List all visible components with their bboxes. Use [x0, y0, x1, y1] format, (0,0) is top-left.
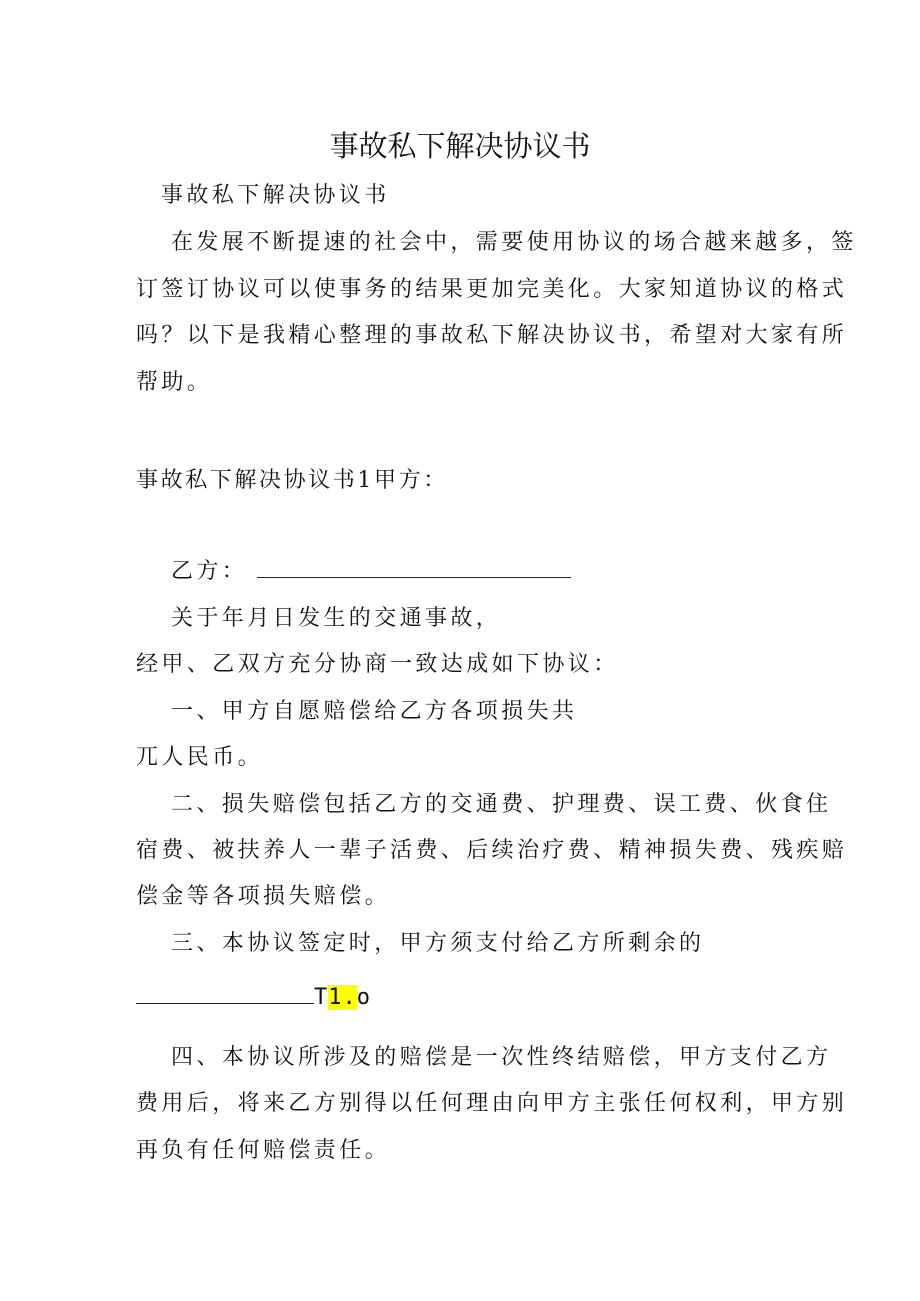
clause-4-line-2: 费用后，将来乙方别得以任何理由向甲方主张任何权利，甲方别	[136, 1091, 848, 1116]
clause-3-blank	[136, 983, 314, 1004]
clause-3-tail	[136, 983, 371, 1013]
consensus-line: 经甲、乙双方充分协商一致达成如下协议：	[136, 652, 619, 677]
clause-2-line-1: 二、损失赔偿包括乙方的交通费、护理费、误工费、伙食住	[171, 792, 832, 817]
agreement-heading: 事故私下解决协议书1甲方：	[136, 468, 448, 493]
party-b-blank	[257, 557, 571, 578]
clause-2-line-2: 宿费、被扶养人一辈子活费、后续治疗费、精神损失费、残疾赔	[136, 838, 848, 863]
clause-3-tail-prefix: T	[314, 985, 329, 1010]
clause-3-tail-suffix: o	[356, 985, 371, 1010]
clause-1-line-2: 兀人民币。	[136, 745, 264, 770]
intro-line-2: 订签订协议可以使事务的结果更加完美化。大家知道协议的格式	[136, 277, 848, 302]
clause-4-line-1: 四、本协议所涉及的赔偿是一次性终结赔偿，甲方支付乙方	[171, 1045, 832, 1070]
clause-1-line-1: 一、甲方自愿赔偿给乙方各项损失共	[171, 699, 578, 724]
document-title: 事故私下解决协议书	[329, 129, 591, 163]
clause-3-highlight: 1.	[328, 985, 357, 1010]
clause-2-line-3: 偿金等各项损失赔偿。	[136, 884, 391, 909]
clause-4-line-3: 再负有任何赔偿责任。	[136, 1138, 391, 1163]
party-b-label: 乙方：	[171, 559, 248, 584]
intro-line-4: 帮助。	[136, 370, 213, 395]
document-subtitle: 事故私下解决协议书	[161, 183, 390, 208]
party-b-row	[171, 557, 571, 587]
intro-line-1: 在发展不断提速的社会中，需要使用协议的场合越来越多，签	[171, 230, 857, 255]
accident-line: 关于年月日发生的交通事故，	[171, 606, 502, 631]
clause-3-line-1: 三、本协议签定时，甲方须支付给乙方所剩余的	[171, 931, 705, 956]
intro-line-3: 吗？以下是我精心整理的事故私下解决协议书，希望对大家有所	[136, 323, 848, 348]
